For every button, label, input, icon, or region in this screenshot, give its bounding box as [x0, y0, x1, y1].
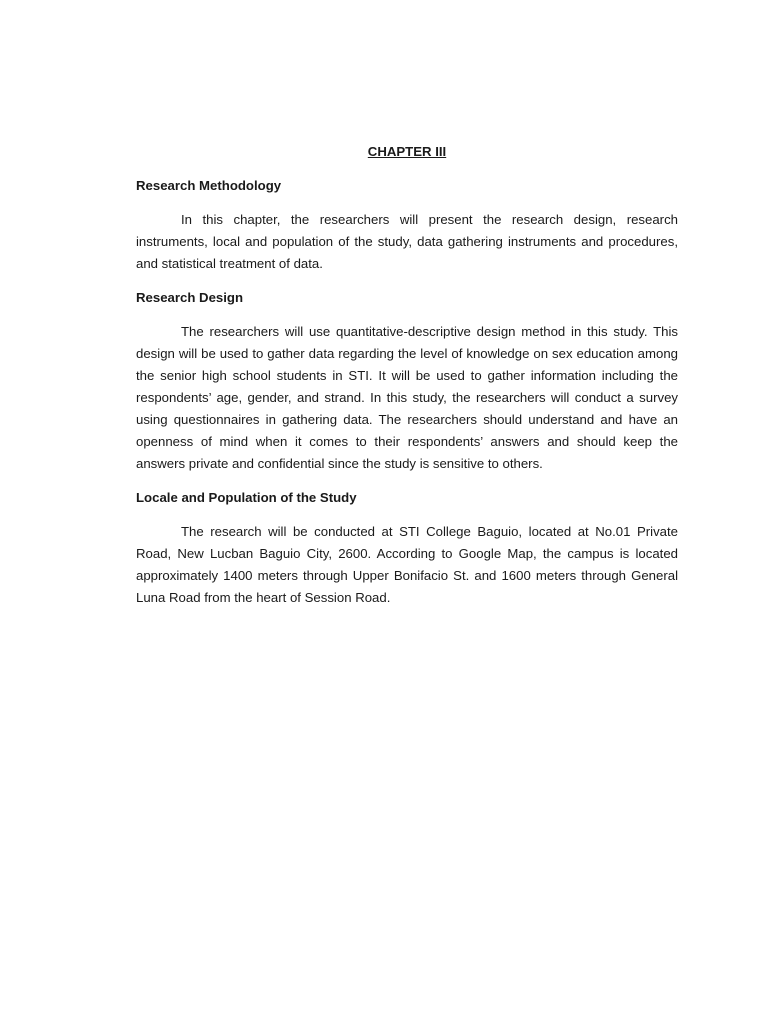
- section-heading-locale-population: Locale and Population of the Study: [136, 490, 357, 505]
- chapter-title: CHAPTER III: [367, 144, 447, 159]
- section-heading-research-methodology: Research Methodology: [136, 178, 282, 193]
- section-heading-research-design: Research Design: [136, 290, 244, 305]
- section-paragraph-locale-population: The research will be conducted at STI College Baguio, located at No.01 Private Road, New Lucban Baguio City, 2600. According to Google Map, the campus is located approximately 1400 meters through Upper Bonifacio St. and 1600 meters through General Luna Road from the heart of Session Road.: [136, 524, 678, 605]
- section-paragraph-research-design: The researchers will use quantitative-descriptive design method in this study. This design will be used to gather data regarding the level of knowledge on sex education among the senior high school students in STI. It will be used to gather information including the respondents’ age, gender, and strand. In this study, the researchers will conduct a survey using questionnaires in gathering data. The researchers should understand and have an openness of mind when it comes to their respondents’ answers and should keep the answers private and confidential since the study is sensitive to others.: [136, 324, 678, 471]
- page-content: [136, 141, 678, 609]
- section-paragraph-research-methodology: In this chapter, the researchers will present the research design, research instruments, local and population of the study, data gathering instruments and procedures, and statistical treatment of data.: [136, 212, 678, 271]
